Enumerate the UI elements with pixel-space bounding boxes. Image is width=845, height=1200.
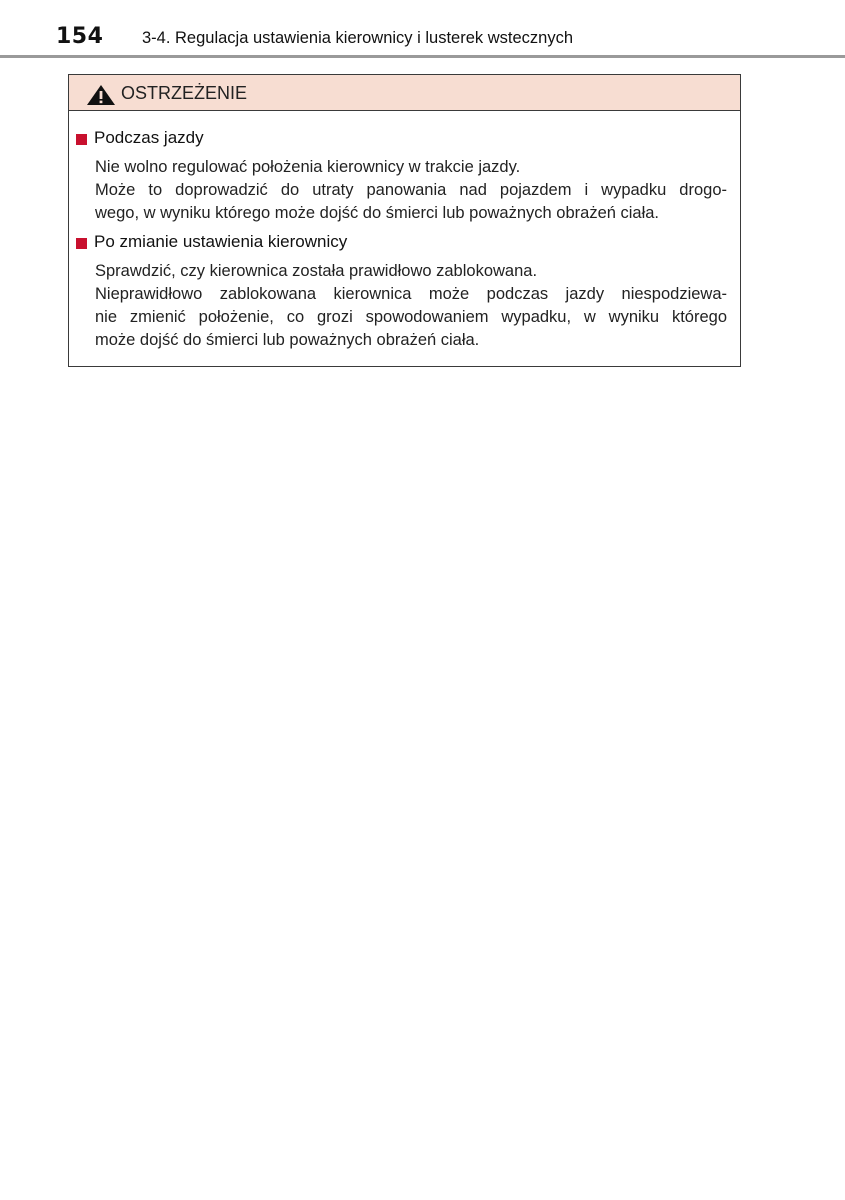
item-title: Po zmianie ustawienia kierownicy — [94, 232, 348, 251]
page-number: 154 — [56, 24, 104, 49]
body-line: nie zmienić położenie, co grozi spowodowaniem wypadku, w wyniku którego — [95, 308, 727, 326]
warning-item-after-adjustment — [75, 231, 730, 352]
item-title: Podczas jazdy — [94, 128, 204, 147]
warning-box — [68, 74, 741, 367]
body-line: Nieprawidłowo zablokowana kierownica może podczas jazdy niespodziewa- — [95, 285, 727, 303]
bullet-square-icon — [76, 238, 87, 249]
body-line: Może to doprowadzić do utraty panowania nad pojazdem i wypadku drogo- — [95, 181, 727, 199]
bullet-square-icon — [76, 134, 87, 145]
warning-header — [69, 75, 740, 111]
warning-title: OSTRZEŻENIE — [121, 83, 248, 103]
section-title: 3-4. Regulacja ustawienia kierownicy i lusterek wstecznych — [142, 29, 574, 47]
body-line: może dojść do śmierci lub poważnych obrażeń ciała. — [95, 331, 480, 349]
body-line: Nie wolno regulować położenia kierownicy w trakcie jazdy. — [95, 158, 521, 176]
item-body — [95, 156, 727, 225]
body-line: Sprawdzić, czy kierownica została prawidłowo zablokowana. — [95, 262, 538, 280]
warning-item-driving — [75, 127, 730, 225]
header-divider — [0, 55, 845, 58]
page-header — [0, 0, 845, 60]
warning-triangle-icon — [86, 84, 116, 106]
item-body — [95, 260, 727, 352]
body-line: wego, w wyniku którego może dojść do śmierci lub poważnych obrażeń ciała. — [95, 204, 660, 222]
